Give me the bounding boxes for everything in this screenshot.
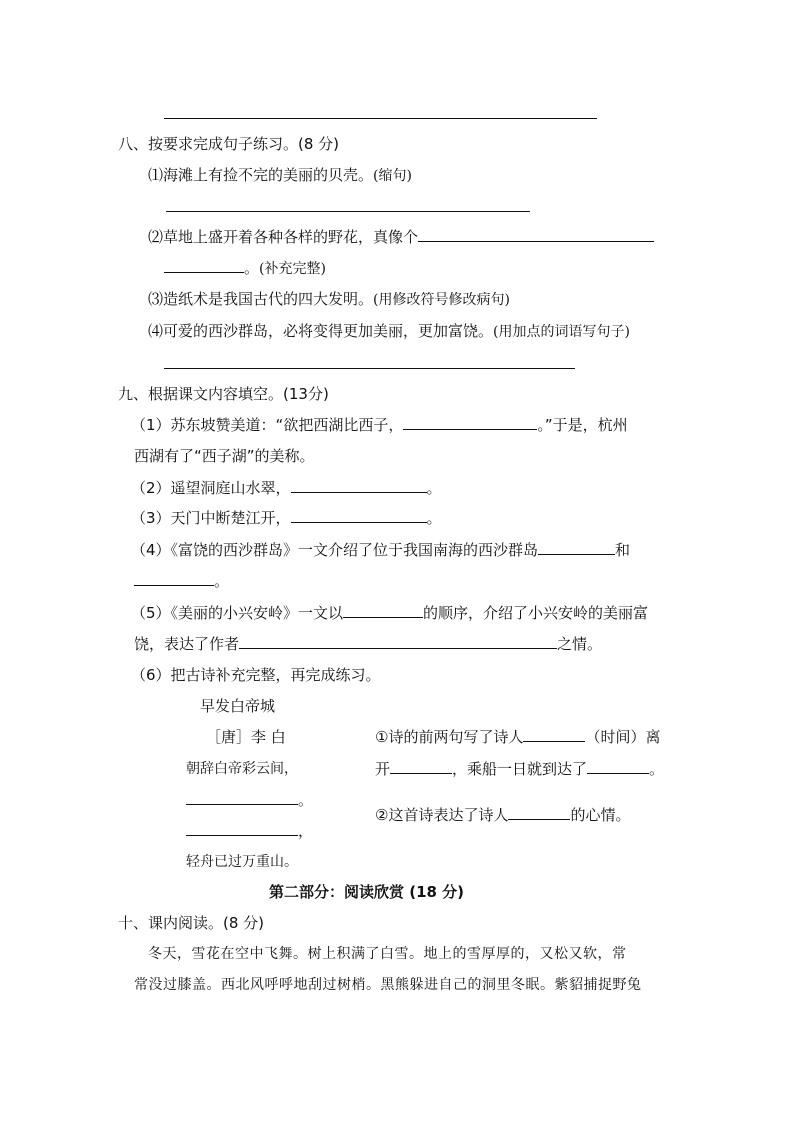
poem-line2 <box>186 790 313 810</box>
s8-q2-cont <box>164 258 326 279</box>
section10-heading: 十、课内阅读。(8 分) <box>118 914 265 932</box>
ex1-text2: ，乘船一日就到达了 <box>452 760 588 778</box>
poem-line3-end: ， <box>298 822 314 840</box>
s8-q3-hint: (用修改符号修改病句) <box>373 292 510 308</box>
s9-q5-blank1[interactable] <box>343 603 423 618</box>
s9-q5-text2: 饶，表达了作者 <box>134 635 240 653</box>
poem-line3 <box>186 821 313 841</box>
s8-q4-answer-line[interactable] <box>164 368 575 369</box>
poem-line1: 朝辞白帝彩云间， <box>186 761 298 777</box>
s9-q5-blank2[interactable] <box>239 634 557 649</box>
section9-heading: 九、根据课文内容填空。(13分) <box>118 385 329 403</box>
s8-q2-period: 。 <box>244 259 260 277</box>
s8-q1 <box>148 165 412 186</box>
poem-line2-blank[interactable] <box>186 790 298 805</box>
s8-q4-text: ⑷可爱的西沙群岛，必将变得更加美丽，更加富饶。 <box>148 322 494 340</box>
s9-q2 <box>131 478 442 498</box>
s9-q3 <box>131 508 442 528</box>
section8-heading: 八、按要求完成句子练习。(8 分) <box>118 135 340 153</box>
ex1-blank3[interactable] <box>587 759 649 774</box>
s9-q4-line2 <box>134 571 229 591</box>
s9-q3-blank[interactable] <box>291 508 427 523</box>
s9-q2-text: （2）遥望洞庭山水翠， <box>131 479 291 497</box>
s8-q3 <box>148 289 510 310</box>
ex1-blank1[interactable] <box>523 727 585 742</box>
s9-q1-line1 <box>131 415 628 435</box>
s8-q1-answer-line[interactable] <box>166 211 530 212</box>
ex2-text-cont: 的心情。 <box>570 806 631 824</box>
s8-q1-text: ⑴海滩上有捡不完的美丽的贝壳。 <box>148 166 374 184</box>
s8-q3-text: ⑶造纸术是我国古代的四大发明。 <box>148 290 374 308</box>
s9-q5-line2 <box>134 634 602 654</box>
s9-q3-end: 。 <box>426 509 442 527</box>
s10-para-line2: 常没过膝盖。西北风呼呼地刮过树梢。黑熊躲进自己的洞里冬眠。紫貂捕捉野兔 <box>134 977 642 993</box>
s9-q5-end: 之情。 <box>557 635 603 653</box>
s9-q5-text: （5）《美丽的小兴安岭》一文以 <box>131 604 344 622</box>
s8-q2-blank2[interactable] <box>164 258 244 273</box>
s9-q3-text: （3）天门中断楚江开， <box>131 509 291 527</box>
s9-q5-line1 <box>131 603 648 623</box>
ex1-line1 <box>375 727 660 747</box>
s9-q4-line1 <box>131 540 630 560</box>
ex2-blank[interactable] <box>508 805 570 820</box>
s8-q2-hint: (补充完整) <box>259 261 326 277</box>
poem-title: 早发白帝城 <box>200 697 276 715</box>
ex2-text: ②这首诗表达了诗人 <box>375 806 509 824</box>
s9-q1-text: （1）苏东坡赞美道：“欲把西湖比西子， <box>131 416 404 434</box>
s8-q1-hint: (缩句) <box>373 168 412 184</box>
s8-q2-text: ⑵草地上盛开着各种各样的野花，真像个 <box>148 228 419 246</box>
s9-q4-end: 。 <box>214 572 230 590</box>
ex1-text: ①诗的前两句写了诗人 <box>375 728 524 746</box>
ex1-kai: 开 <box>375 760 391 778</box>
s9-q4-blank2[interactable] <box>134 571 214 586</box>
poem-line2-end: 。 <box>298 791 314 809</box>
ex1-end: 。 <box>649 760 665 778</box>
s9-q4-text: （4）《富饶的西沙群岛》一文介绍了位于我国南海的西沙群岛 <box>131 541 539 559</box>
ex1-text-cont: （时间）离 <box>585 728 661 746</box>
s8-q2 <box>148 227 654 247</box>
s8-q4-hint: (用加点的词语写句子) <box>493 324 630 340</box>
ex2 <box>375 805 630 825</box>
answer-line-top[interactable] <box>164 118 597 119</box>
poem-line4: 轻舟已过万重山。 <box>186 854 298 870</box>
s9-q6: （6）把古诗补充完整，再完成练习。 <box>131 666 381 684</box>
poem-line3-blank[interactable] <box>186 821 298 836</box>
s9-q1-line2: 西湖有了“西子湖”的美称。 <box>134 447 315 465</box>
poem-author: ［唐］李 白 <box>206 728 286 746</box>
s9-q1-text-cont: 。”于是，杭州 <box>537 416 628 434</box>
s8-q2-blank1[interactable] <box>418 227 654 242</box>
s9-q4-blank1[interactable] <box>538 540 615 555</box>
part2-heading: 第二部分：阅读欣赏 (18 分) <box>269 883 465 901</box>
ex1-blank2[interactable] <box>390 759 452 774</box>
s8-q4 <box>148 321 630 342</box>
s9-q4-and: 和 <box>615 541 631 559</box>
s9-q5-text-cont: 的顺序，介绍了小兴安岭的美丽富 <box>423 604 649 622</box>
s9-q2-end: 。 <box>426 479 442 497</box>
s10-para-line1: 冬天，雪花在空中飞舞。树上积满了白雪。地上的雪厚厚的，又松又软，常 <box>148 946 627 962</box>
s9-q1-blank[interactable] <box>403 415 537 430</box>
ex1-line2 <box>375 759 664 779</box>
s9-q2-blank[interactable] <box>291 478 427 493</box>
